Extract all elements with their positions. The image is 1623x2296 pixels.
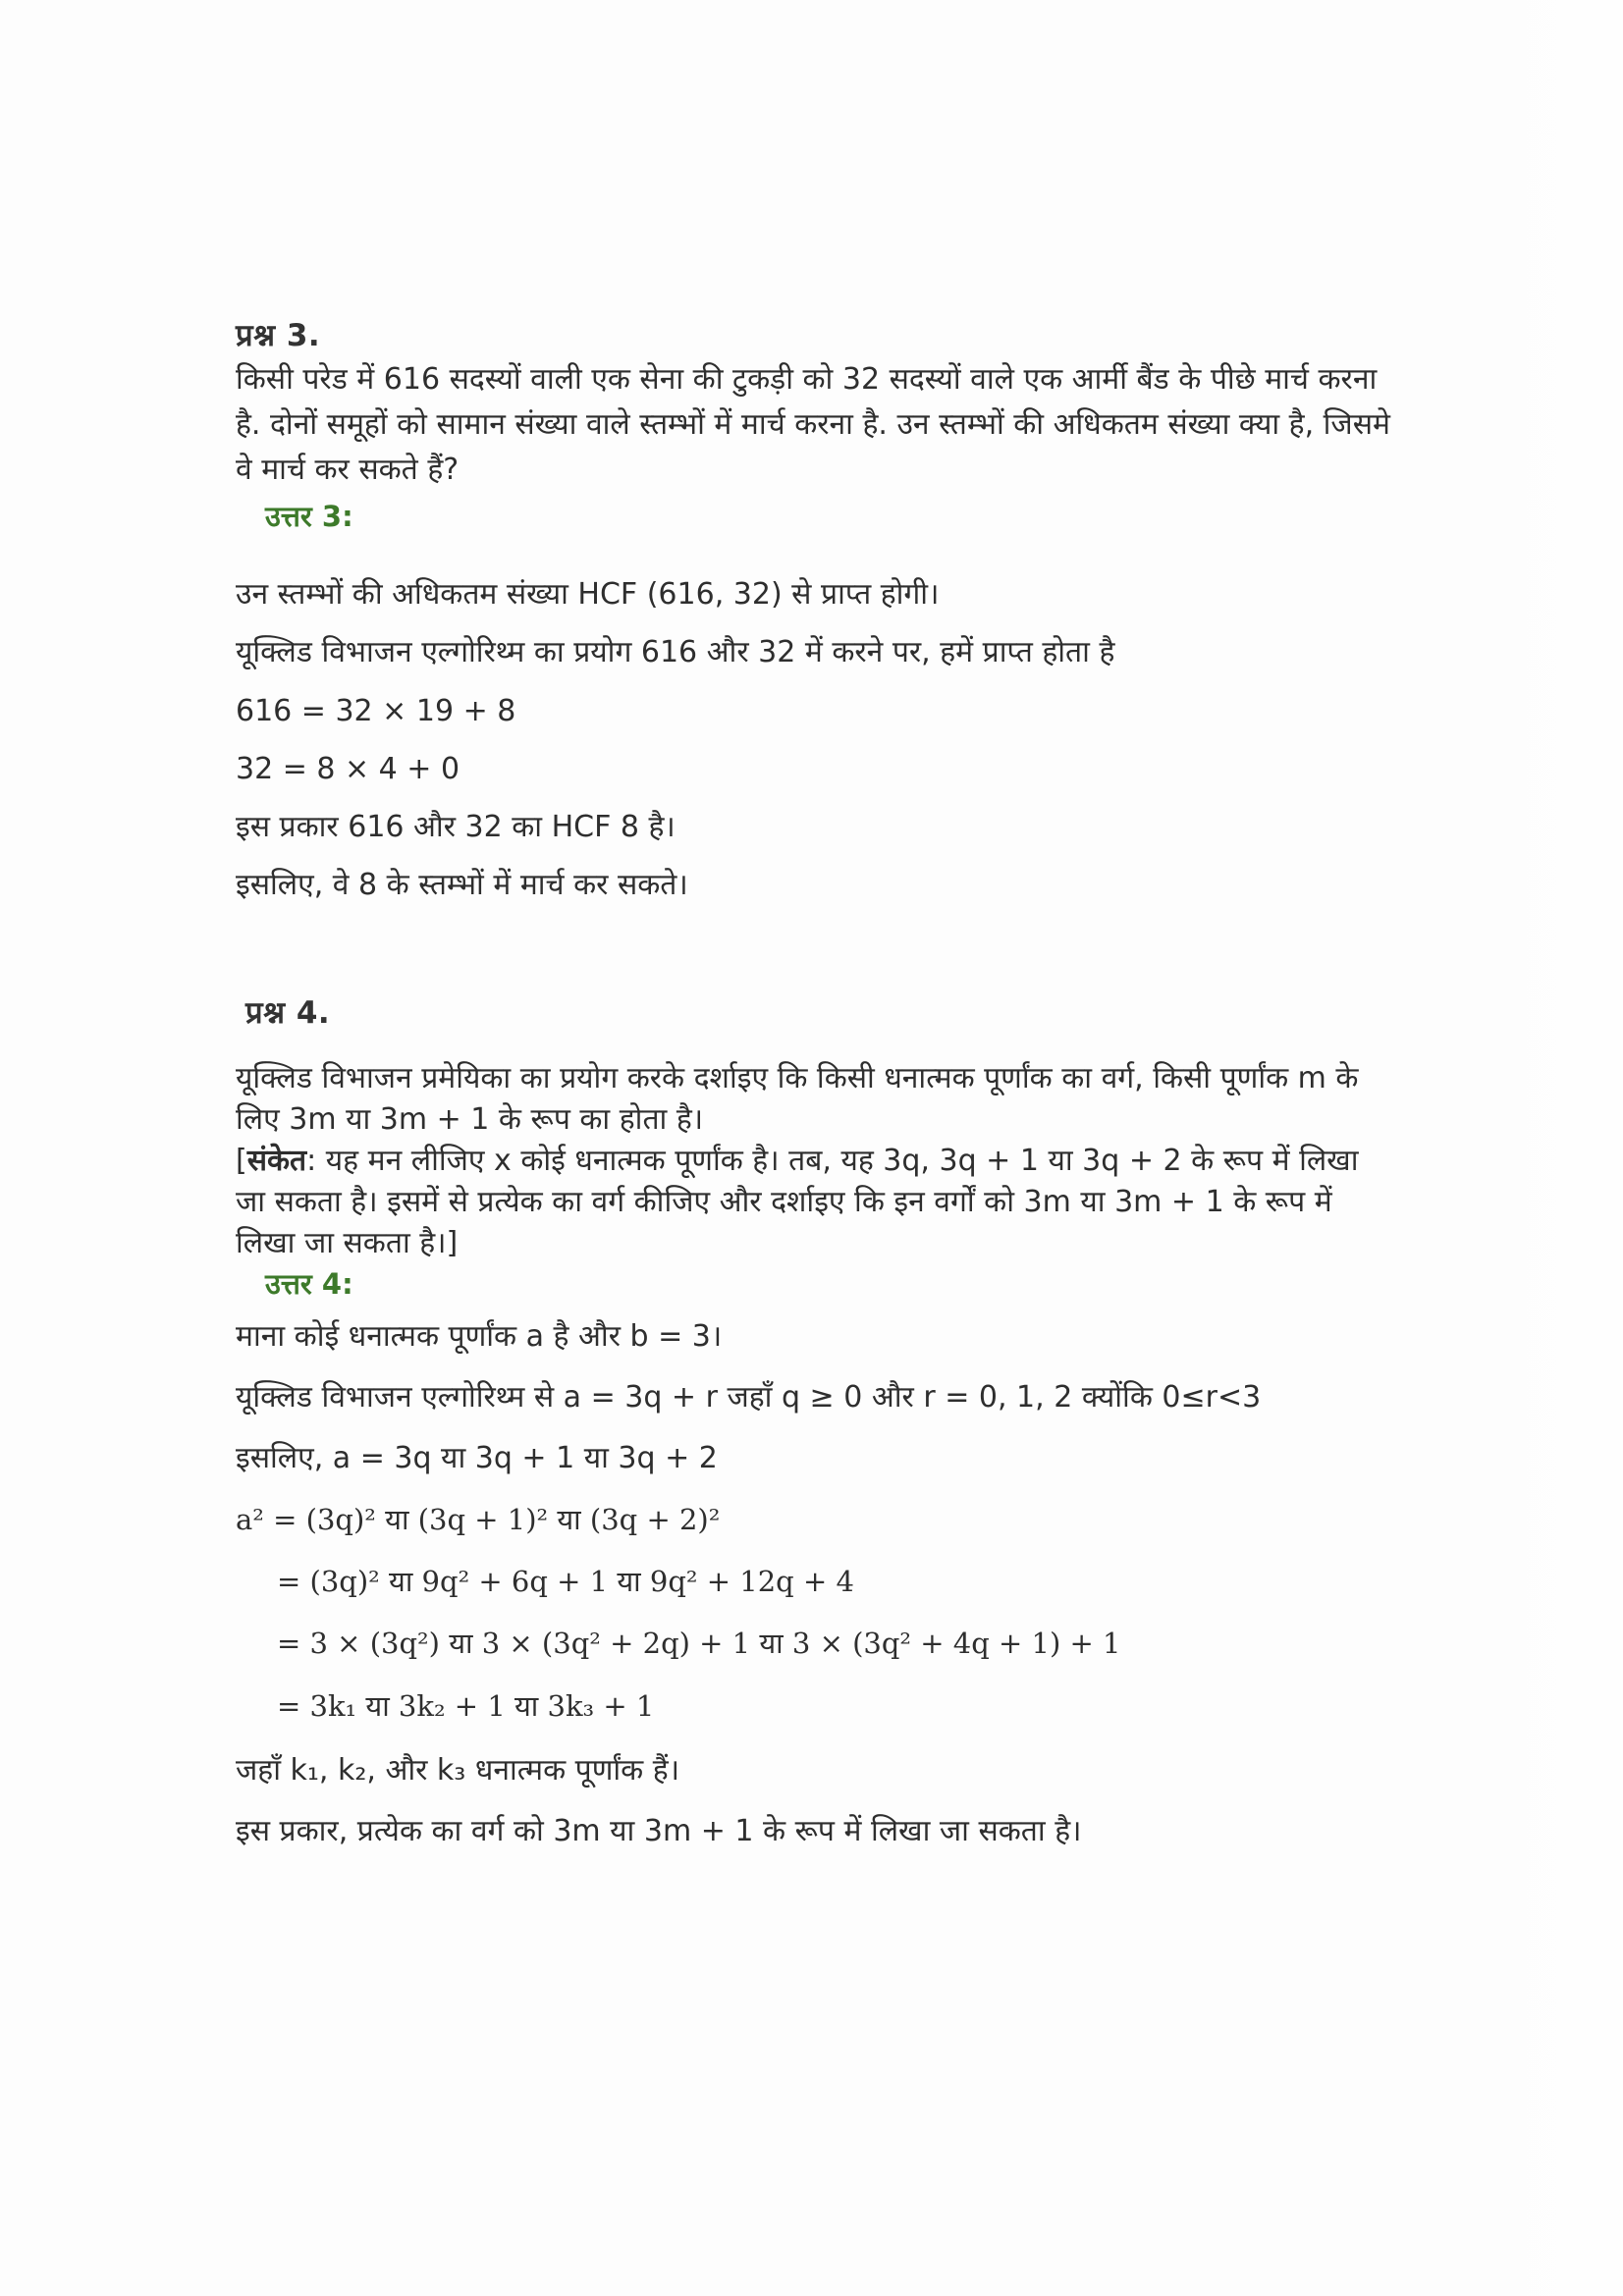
answer-4-line-2: यूक्लिड विभाजन एल्गोरिथ्म से a = 3q + r जहाँ q ≥ 0 और r = 0, 1, 2 क्योंकि 0≤r<3 [236,1380,1262,1415]
question-4-text: यूक्लिड विभाजन प्रमेयिका का प्रयोग करके दर्शाइए कि किसी धनात्मक पूर्णांक का वर्ग, किसी पूर्णांक m के लिए 3m या 3m + 1 के रूप का होता है। [236,1061,1359,1137]
answer-3-equation-2: 32 = 8 × 4 + 0 [236,752,460,786]
answer-3-line-2: यूक्लिड विभाजन एल्गोरिथ्म का प्रयोग 616 और 32 में करने पर, हमें प्राप्त होता है [236,635,1115,669]
answer-4-line-3: इसलिए, a = 3q या 3q + 1 या 3q + 2 [236,1441,718,1475]
answer-3-line-5: इस प्रकार 616 और 32 का HCF 8 है। [236,810,676,844]
answer-4-math-1: a² = (3q)² या (3q + 1)² या (3q + 2)² [236,1503,721,1536]
question-4-hint [236,1141,1394,1264]
answer-4-math-3: = 3 × (3q²) या 3 × (3q² + 2q) + 1 या 3 × (3q² + 4q + 1) + 1 [277,1627,1121,1660]
hint-open-bracket: [ [236,1144,247,1178]
answer-3-line-1: उन स्तम्भों की अधिकतम संख्या HCF (616, 32) से प्राप्त होगी। [236,577,940,612]
hint-label: संकेत [246,1144,307,1178]
answer-4-conclusion-2: इस प्रकार, प्रत्येक का वर्ग को 3m या 3m + 1 के रूप में लिखा जा सकता है। [236,1814,1082,1848]
question-3-block [236,316,1394,536]
answer-3-label: उत्तर 3: [265,500,353,533]
answer-4-math-4: = 3k₁ या 3k₂ + 1 या 3k₃ + 1 [277,1689,655,1723]
question-3-text: किसी परेड में 616 सदस्यों वाली एक सेना की टुकड़ी को 32 सदस्यों वाले एक आर्मी बैंड के पीछे मार्च करना है. दोनों समूहों को सामान संख्या वाले स्तम्भों में मार्च करना है. उन स्तम्भों की अधिकतम संख्या क्या है, जिसमे वे मार्च कर सकते हैं? [236,362,1390,487]
answer-3-conclusion: इसलिए, वे 8 के स्तम्भों में मार्च कर सकते। [236,868,688,902]
question-4-block [236,993,1394,1304]
answer-4-label: उत्तर 4: [265,1267,353,1301]
answer-4-math-2: = (3q)² या 9q² + 6q + 1 या 9q² + 12q + 4 [277,1565,854,1598]
answer-3-equation-1: 616 = 32 × 19 + 8 [236,694,516,728]
question-3-heading: प्रश्न 3. [236,318,321,353]
question-4-heading: प्रश्न 4. [245,995,331,1031]
answer-4-conclusion-1: जहाँ k₁, k₂, और k₃ धनात्मक पूर्णांक हैं। [236,1753,680,1788]
hint-text: : यह मन लीजिए x कोई धनात्मक पूर्णांक है। तब, यह 3q, 3q + 1 या 3q + 2 के रूप में लिखा जा सकता है। इसमें से प्रत्येक का वर्ग कीजिए और दर्शाइए कि इन वर्गों को 3m या 3m + 1 के रूप में लिखा जा सकता है।] [236,1144,1359,1260]
answer-4-line-1: माना कोई धनात्मक पूर्णांक a है और b = 3। [236,1319,723,1354]
